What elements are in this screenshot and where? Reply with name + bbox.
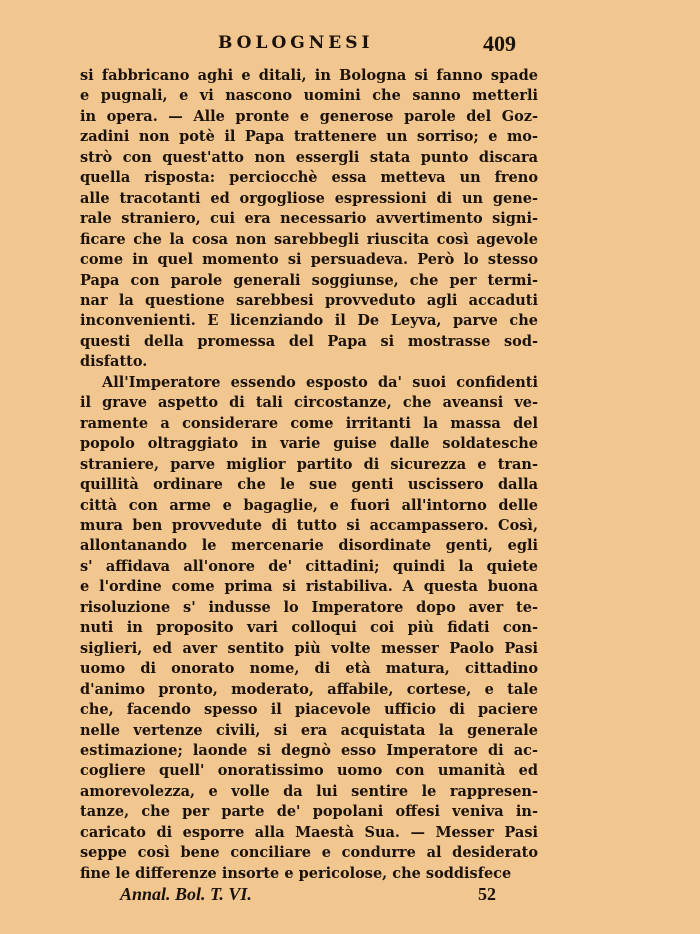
text-line: nelle vertenze civili, si era acquistata la generale [80, 721, 538, 739]
text-line: questi della promessa del Papa si mostrasse sod- [80, 332, 538, 350]
page-footer [80, 884, 540, 908]
text-line: e l'ordine come prima si ristabiliva. A questa buona [80, 578, 538, 596]
text-line: caricato di esporre alla Maestà Sua. — Messer Pasi [80, 823, 538, 841]
text-line: quella risposta: perciocchè essa metteva un freno [80, 169, 538, 187]
text-line: s' affidava all'onore de' cittadini; quindi la quiete [80, 557, 538, 575]
text-line: risoluzione s' indusse lo Imperatore dopo aver te- [80, 598, 538, 616]
text-line: disfatto. [80, 353, 148, 371]
text-line: città con arme e bagaglie, e fuori all'intorno delle [80, 496, 538, 514]
text-line: rale straniero, cui era necessario avvertimento signi- [80, 210, 538, 228]
text-line: come in quel momento si persuadeva. Però lo stesso [80, 251, 538, 269]
signature-mark: Annal. Bol. T. VI. [120, 884, 252, 904]
text-line: allontanando le mercenarie disordinate genti, egli [80, 537, 538, 555]
body-text [80, 66, 538, 884]
text-line: tanze, che per parte de' popolani offesi veniva in- [80, 803, 538, 821]
text-line: quillità ordinare che le sue genti uscissero dalla [80, 476, 538, 494]
paragraph [80, 66, 538, 373]
text-line: che, facendo spesso il piacevole ufficio di paciere [80, 701, 538, 719]
text-line: ficare che la cosa non sarebbegli riuscita così agevole [80, 230, 538, 248]
running-title: BOLOGNESI [218, 33, 374, 53]
text-line: amorevolezza, e volle da lui sentire le rappresen- [80, 782, 538, 800]
text-line: ramente a considerare come irritanti la massa del [80, 414, 538, 432]
page-number: 409 [483, 31, 516, 56]
text-line: nuti in proposito vari colloqui coi più fidati con- [80, 619, 538, 637]
text-line: siglieri, ed aver sentito più volte messer Paolo Pasi [80, 639, 538, 657]
sheet-number: 52 [478, 884, 496, 904]
text-line: inconvenienti. E licenziando il De Leyva, parve che [80, 312, 538, 330]
text-line: strò con quest'atto non essergli stata punto discara [80, 148, 538, 166]
text-line: zadini non potè il Papa trattenere un sorriso; e mo- [80, 128, 538, 146]
text-line: straniere, parve miglior partito di sicurezza e tran- [80, 455, 538, 473]
text-line: nar la questione sarebbesi provveduto agli accaduti [80, 291, 538, 309]
text-line: il grave aspetto di tali circostanze, che aveansi ve- [80, 394, 538, 412]
text-line: e pugnali, e vi nascono uomini che sanno metterli [80, 87, 538, 105]
text-line: si fabbricano aghi e ditali, in Bologna si fanno spade [80, 67, 538, 84]
text-line: popolo oltraggiato in varie guise dalle soldatesche [80, 435, 538, 453]
text-line: fine le differenze insorte e pericolose, che soddisfece [80, 864, 512, 882]
text-line: Papa con parole generali soggiunse, che per termi- [80, 271, 538, 289]
text-line: seppe così bene conciliare e condurre al desiderato [80, 844, 538, 862]
text-line: All'Imperatore essendo esposto da' suoi confidenti [102, 373, 538, 391]
text-line: d'animo pronto, moderato, affabile, cortese, e tale [80, 680, 538, 698]
text-line: estimazione; laonde si degnò esso Imperatore di ac- [80, 741, 538, 759]
text-line: uomo di onorato nome, di età matura, cittadino [80, 660, 538, 678]
text-line: mura ben provvedute di tutto si accampassero. Così, [80, 516, 538, 534]
text-line: in opera. — Alle pronte e generose parole del Goz- [80, 107, 538, 125]
text-line: cogliere quell' onoratissimo uomo con umanità ed [80, 762, 538, 780]
paragraph [80, 373, 538, 884]
running-head [80, 33, 540, 57]
text-line: alle tracotanti ed orgogliose espressioni di un gene- [80, 189, 538, 207]
